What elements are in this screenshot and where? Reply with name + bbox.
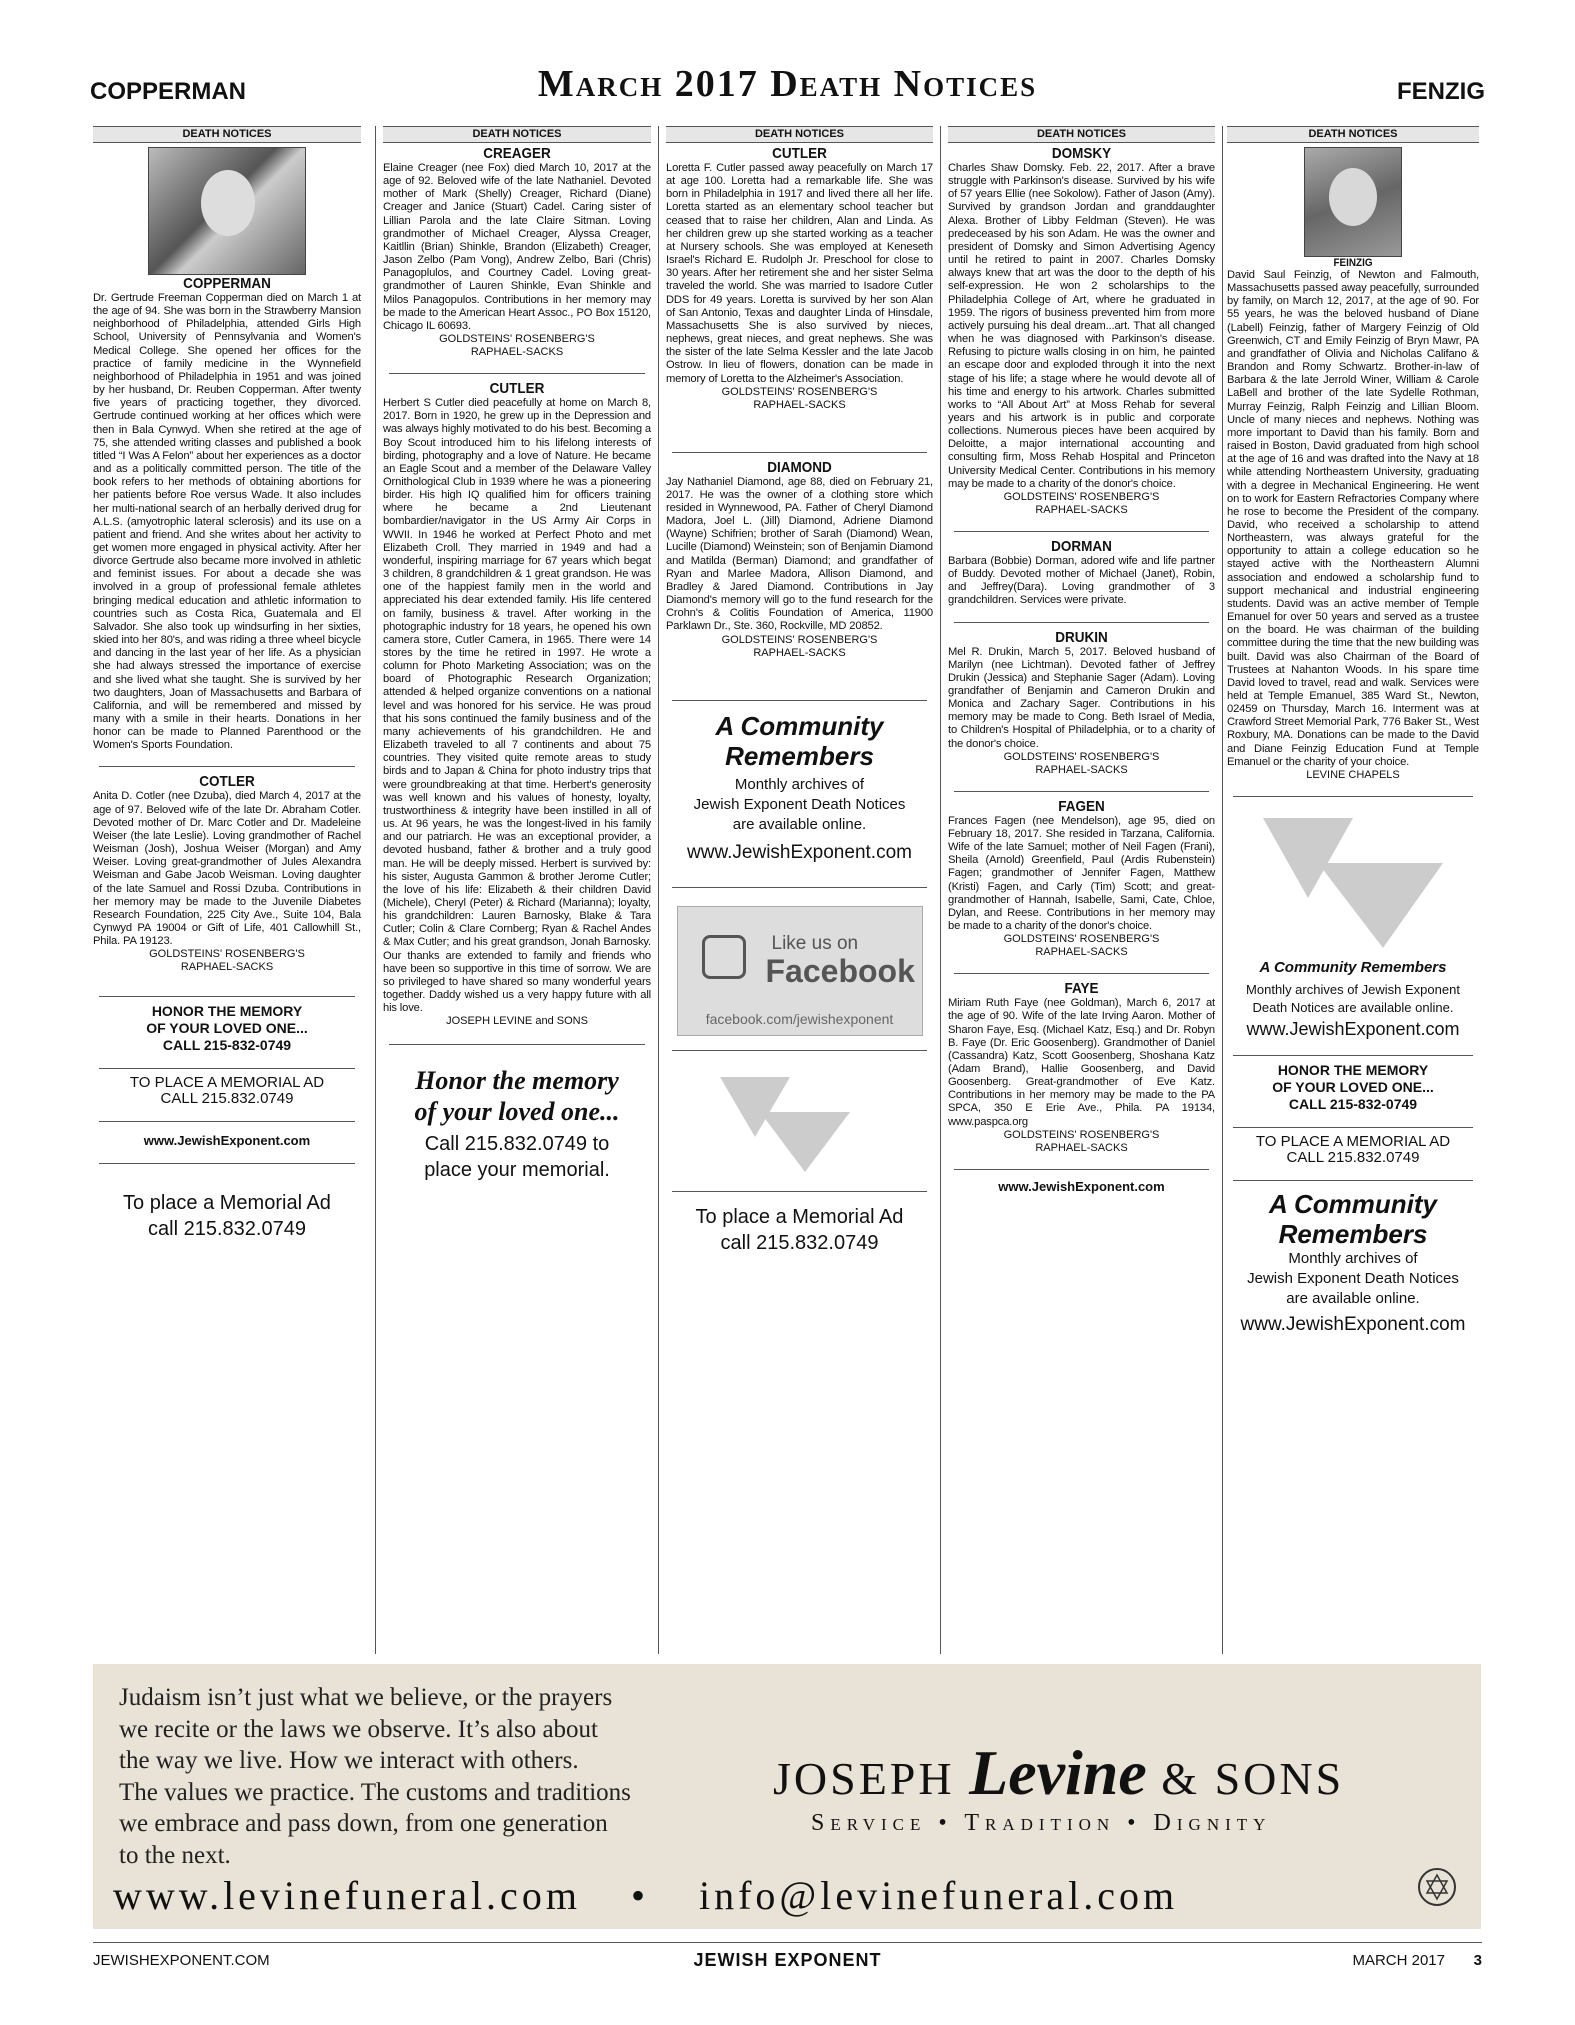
email-link[interactable]: info@levinefuneral.com: [698, 1873, 1179, 1918]
publication-name: JEWISH EXPONENT: [693, 1950, 882, 1970]
honor-ad-line: OF YOUR LOVED ONE...: [146, 1020, 308, 1037]
notice-text: Loretta F. Cutler passed away peacefully on March 17 at age 100. Loretta had a remarkable life. She was born in Philadelphia in 1917 and lived there all her life. Loretta started as an elementary school teacher but ceased that to raise her children, Alan and Linda. As her children grew up she started working as a teacher at Nursery schools. She was employed at Keneseth Israel's Richard E. Rudolph Jr. Preschool for close to 30 years. After her retirement she and her sister Selma traveled the world. She was married to Isadore Cutler DDS for 49 years. Loretta is survived by her son Alan of San Antonio, Texas and daughter Linda of Hinsdale, Massachusetts She is also survived by nieces, nephews, great nieces, and great nephews. She was the sister of the late Selma Kessler and the late Jacob Ostrow. In lieu of flowers, donation can be made in memory of Loretta to the Alzheimer's Association.: [666, 162, 933, 385]
funeral-home: RAPHAEL-SACKS: [1035, 1141, 1128, 1154]
seal-icon: [1417, 1867, 1457, 1907]
column-5: [1223, 126, 1483, 1656]
notice-text: Herbert S Cutler died peacefully at home on March 8, 2017. Born in 1920, he grew up in the Depression and was always highly motivated to do his best. Becoming a Boy Scout introduced him to his lifelong interests of birding, photography and a love of Nature. He became an Eagle Scout and a member of the Delaware Valley Ornithological Club in 1939 where he was a pioneering birder. His high IQ qualified him for officers training where he became a 2nd Lieutenant bombardier/navigator in the US Army Air Corps in WWII. In 1946 he worked at Perfect Photo and met Elizabeth Croll. They married in 1949 and had a wonderful, inspiring marriage for 67 years which begat 3 children, 8 grandchildren & 1 great grandson. He was one of the happiest family men in the world and appreciated his dear extended family. His life centered on family, business & travel. After working in the photographic industry for 18 years, he opened his own camera store, Cutler Camera, in 1965. There were 14 stores by the time he retired in 1997. He wrote a column for Photo Marketing Association; was on the board of Photographic Research Organization; attended & helped organize conventions on a national level and was honored for his service. He was proud that his sons continued the family business and of the many achievements of his grandchildren. He and Elizabeth traveled to all 7 continents and about 75 countries. They visited quite remote areas to study birds and to Japan & China for photo industry trips that were groundbreaking at that time. Herbert's generosity was well known and his values of honesty, loyalty, trustworthiness & integrity have been instilled in all of us. At 96 years, he was the longest-lived in his family and our patriarch. He was an exceptional provider, a devoted husband, father & brother and a truly good man. He will be deeply missed. Herbert is survived by: his sister, Augusta Gammon & brother Jerome Cutler; the love of his life: Elizabeth & their children David (Michele), Cheryl (Peter) & Richard (Marianna); loyalty, his grandchildren: Lauren Barnosky, Blake & Tara Cutler; Colin & Clare Cornberg; Ryan & Rachel Andes & Max Cutler; and his great grandson, Jonah Barnosky. Our thanks are extended to family and friends who have been so supportive in this time of sorrow. We are so privileged to have shared so many wonderful years together. Daddy wished us a very happy future with all his love.: [383, 397, 651, 1015]
archive-line: Monthly archives of: [734, 775, 865, 793]
call-line: Call 215.832.0749 to: [424, 1133, 610, 1156]
funeral-home: GOLDSTEINS' ROSENBERG'S: [439, 333, 595, 346]
funeral-home: RAPHAEL-SACKS: [753, 398, 846, 411]
notice-name: COPPERMAN: [183, 275, 271, 292]
column-3: [659, 126, 940, 1656]
brand-wordmark: JOSEPH Levine & SONS: [773, 1737, 1345, 1808]
notice-text: Barbara (Bobbie) Dorman, adored wife and life partner of Buddy. Devoted mother of Michael (Janet), Robin, and Jeffrey(Dara). Loving grandmother of 3 grandchildren. Services were private.: [948, 554, 1215, 607]
call-line: place your memorial.: [424, 1159, 610, 1182]
honor-ad-line: CALL 215-832-0749: [1288, 1095, 1418, 1112]
notice-text: David Saul Feinzig, of Newton and Falmouth, Massachusetts passed away peacefully, surrounded by family, on March 12, 2017, at the age of 90. For 55 years, he was the beloved husband of Diane (Labell) Feinzig, father of Margery Feinzig of Old Greenwich, CT and Emily Feinzig of Bryn Mawr, PA and grandfather of Olivia and Nicholas Califano & Brandon and Romy Schwartz. Brother-in-law of Barbara & the late Jerrold Winer, William & Carole LaBell and brother of the late Sydelle Rothman, Murray Feinzig, Ralph Feinzig and Lillian Bloom. Uncle of many nieces and nephews. Nothing was more important to David than his family. Born and raised in Boston, David graduated from high school at the age of 16 and was drafted into the Navy at 18 while attending Northeastern University, graduating with a degree in Mechanical Engineering. He went on to work for Eastern Refractories Company where he rose to become the President of the company. David, who received a scholarship to attend Northeastern, was always grateful for the opportunity to attain a college education so he stayed active with the Northeastern Alumni association and endowed a scholarship fund to support mechanical and industrial engineering students. David was an active member of Temple Emanuel for over 50 years and served as a trustee on the board. He was chairman of the building committee during the time that the new building was built. David was also Chairman of the Board of Trustees at Nahanton Woods. In his spare time David loved to travel, read and walk. Services were held at Temple Emanuel, 385 Ward St., Newton, 02459 on Thursday, March 16. Interment was at Crawford Street Memorial Park, 776 Baker St., West Roxbury, MA. Donations can be made to the David and Diane Feinzig Education Fund at Temple Emanuel or the charity of your choice.: [1227, 269, 1479, 768]
contact-line: www.levinefuneral.com • info@levinefuneral.com: [113, 1873, 1179, 1918]
portrait-photo: [148, 147, 306, 275]
notice-name: CREAGER: [483, 145, 551, 162]
guide-word-right: FENZIG: [1397, 78, 1485, 105]
community-heading: A Community Remembers: [1259, 958, 1447, 976]
notice-text: Mel R. Drukin, March 5, 2017. Beloved husband of Marilyn (nee Lichtman). Devoted father of Jeffrey Drukin (Jessica) and Stephanie Sager (Adam). Loving grandfather of Benjamin and Cameron Drukin and Monica and Zachary Sager. Contributions in his memory may be made to Cong. Beth Israel of Media, to Children's Hospital of Philadelphia, or to a charity of the donor's choice.: [948, 645, 1215, 750]
funeral-home: RAPHAEL-SACKS: [1035, 503, 1128, 516]
honor-ad-line: CALL 215-832-0749: [162, 1037, 292, 1054]
archive-line: Jewish Exponent Death Notices: [1247, 1269, 1459, 1287]
funeral-home: GOLDSTEINS' ROSENBERG'S: [149, 948, 305, 961]
notice-name: COTLER: [199, 773, 255, 791]
place-ad-line: CALL 215.832.0749: [160, 1090, 294, 1108]
place-ad-line: To place a Memorial Ad: [695, 1205, 904, 1228]
notice-name: CUTLER: [772, 145, 827, 162]
photo-caption: FEINZIG: [1333, 257, 1373, 269]
funeral-home: RAPHAEL-SACKS: [753, 646, 846, 659]
notice-name: FAYE: [1064, 980, 1099, 998]
funeral-home: LEVINE CHAPELS: [1306, 768, 1400, 781]
page-title: March 2017 Death Notices: [537, 63, 1038, 105]
section-band: DEATH NOTICES: [383, 126, 651, 143]
archive-line: are available online.: [1286, 1289, 1420, 1307]
section-band: DEATH NOTICES: [948, 126, 1215, 143]
community-heading: A Community: [715, 710, 884, 741]
notice-name: DRUKIN: [1055, 628, 1108, 646]
notice-name: DOMSKY: [1051, 145, 1112, 162]
funeral-home: RAPHAEL-SACKS: [1035, 763, 1128, 776]
funeral-home: GOLDSTEINS' ROSENBERG'S: [721, 633, 878, 646]
ad-quote: Judaism isn’t just what we believe, or the prayers we recite or the laws we observe. It’s also about the way we live. How we interact with others. The values we practice. The customs and traditions we embrace and pass down, from one generation to the next.: [119, 1684, 631, 1869]
website-link[interactable]: www.JewishExponent.com: [998, 1178, 1165, 1194]
facebook-ad[interactable]: [677, 906, 923, 1036]
website-link[interactable]: www.JewishExponent.com: [1246, 1018, 1460, 1039]
funeral-home: RAPHAEL-SACKS: [180, 961, 274, 974]
honor-ad-line: HONOR THE MEMORY: [1277, 1061, 1429, 1078]
facebook-like-label: Like us on: [771, 932, 859, 954]
funeral-home: GOLDSTEINS' ROSENBERG'S: [1003, 933, 1160, 946]
place-ad-line: To place a Memorial Ad: [123, 1192, 331, 1215]
facebook-url: facebook.com/jewishexponent: [705, 1010, 894, 1027]
notice-text: Charles Shaw Domsky. Feb. 22, 2017. After a brave struggle with Parkinson's disease. Survived by his wife of 57 years Ellie (nee Sokolow). Father of Jason (Amy). Survived by grandson Jordan and granddaughter Alexa. Brother of Libby Feldman (Steven). He was predeceased by his son Adam. He was the owner and president of Domsky and Simon Advertising Agency until he retired to paint in 2007. Charles Domsky always knew that art was the door to the depth of his self-expression. He won 2 scholarships to the Philadelphia College of Art, where he graduated in 1959. The rigors of business prevented him from more actively pursuing his deal dream...art. That all changed when he was diagnosed with Parkinson's disease. Refusing to picture walls closing in on him, he painted an escape door and exploded through it into the next stage of his life; a stage where he would devote all of his time and energy to his artwork. Charles submitted works to “All About Art” at Moss Rehab for several years and his artwork is in public and corporate collections. Numerous pieces have been acquired by Deloitte, a major international accounting and consulting firm, Moss Rehab Hospital and Princeton University Medical Center. Contributions in his memory may be made to a charity of the donor's choice.: [948, 162, 1215, 490]
archive-line: Jewish Exponent Death Notices: [693, 795, 906, 813]
footer-rule: [93, 1942, 1482, 1943]
website-link[interactable]: www.levinefuneral.com: [113, 1873, 581, 1918]
honor-ad-line: OF YOUR LOVED ONE...: [1272, 1078, 1434, 1095]
column-4: [941, 126, 1222, 1656]
funeral-home: GOLDSTEINS' ROSENBERG'S: [1003, 1128, 1160, 1141]
website-link[interactable]: www.JewishExponent.com: [687, 841, 912, 863]
section-band: DEATH NOTICES: [93, 126, 361, 143]
funeral-home-ad: [93, 1664, 1481, 1929]
place-ad-line: TO PLACE A MEMORIAL AD: [129, 1074, 325, 1092]
page-number: 3: [1473, 1952, 1482, 1969]
honor-heading: Honor the memory: [415, 1066, 619, 1096]
notice-name: DIAMOND: [767, 458, 832, 476]
column-2: [376, 126, 658, 1656]
section-band: DEATH NOTICES: [666, 126, 933, 143]
footer-date: MARCH 2017: [1352, 1952, 1445, 1969]
brand-tagline: Service • Tradition • Dignity: [811, 1810, 1272, 1836]
website-link[interactable]: www.JewishExponent.com: [1240, 1313, 1466, 1335]
notice-name: FAGEN: [1058, 797, 1105, 815]
funeral-home: RAPHAEL-SACKS: [470, 346, 564, 359]
honor-heading: of your loved one...: [414, 1097, 620, 1127]
portrait-photo: [1304, 147, 1402, 257]
notice-text: Dr. Gertrude Freeman Copperman died on March 1 at the age of 94. She was born in the Strawberry Mansion neighborhood of Philadelphia, attended Girls High School, University of Pennsylvania and Women's Medical College. She opened her offices for the practice of family medicine in the Wynnefield neighborhood of Philadelphia in 1951 and was joined by her husband, Dr. Reuben Copperman. After twenty five years of practicing together, they divorced. Gertrude continued working at her offices which were then in Bala Cynwyd. When she retired at the age of 75, she attended writing classes and published a book titled “I Was A Felon” about her experiences as a doctor and as a politically committed person. The title of the book refers to her methods of obtaining abortions for her patients before Roe versus Wade. It also includes her multi-national search of an herbally derived drug for A.L.S. (amyotrophic lateral sclerosis) and its use on a patient and friend. And she writes about her activity to get women more engaged in physical activity. After her divorce Gertrude also became more involved in athletic and feminist issues. For about a decade she was involved in a group of professional female athletes bringing medical education and athletic information to countries such as Costa Rica, Guatemala and El Salvador. She also took up windsurfing in her sixties, skied into her 80's, and was riding a three wheel bicycle and dancing in the last year of her life. As a physician she had always stressed the importance of exercise and she lived what she taught. She is survived by her two daughters, Joan of Massachusetts and Barbara of California, and will be remembered and missed by many with a smile in their hearts. Donations in her honor can be made to Planned Parenthood or the Women's Sports Foundation.: [93, 292, 361, 752]
star-of-david-icon: [1243, 803, 1463, 953]
place-ad-line: call 215.832.0749: [720, 1231, 879, 1254]
notice-text: Elaine Creager (nee Fox) died March 10, 2017 at the age of 92. Beloved wife of the late Nathaniel. Devoted mother of Mark (Shelly) Creager, Richard (Diane) Creager and Janice (Stuart) Cadel. Caring sister of Lillian Parola and the late Claire Sitman. Loving grandmother of Michael Creager, Alyssa Creager, Kaitllin (Brian) Shinkle, Brandon (Elizabeth) Creager, Jason Zelbo (Pam Vong), Andrew Zelbo, Bari (Chris) Panagoplulos, and Courtney Cadel. Loving great-grandmother of Lauren Shinkle, Evan Shinkle and Milos Panagopulos. Contributions in her memory may be made to the American Heart Assoc., PO Box 15120, Chicago IL 60693.: [383, 162, 651, 332]
guide-word-left: COPPERMAN: [90, 78, 247, 105]
archive-line: Death Notices are available online.: [1252, 999, 1454, 1015]
community-heading: Remembers: [1278, 1218, 1428, 1249]
place-ad-line: TO PLACE A MEMORIAL AD: [1255, 1132, 1451, 1150]
notice-text: Frances Fagen (nee Mendelson), age 95, died on February 18, 2017. She resided in Tarzana, California. Wife of the late Samuel; mother of Neil Fagen (Frani), Sheila (Arnold) Greenfield, Paul (Ardis Rubenstein) Fagen; grandmother of Jennifer Fagen, Matthew (Kristi) Fagen, and Carly (Tim) Scott; and great-grandmother of Hannah, Isabelle, Sami, Cate, Chloe, Dylan, and Reese. Contributions in her memory may be made to a charity of the donor's choice.: [948, 814, 1215, 933]
archive-line: Monthly archives of Jewish Exponent: [1246, 981, 1460, 997]
place-ad-line: CALL 215.832.0749: [1286, 1148, 1420, 1166]
notice-text: Jay Nathaniel Diamond, age 88, died on February 21, 2017. He was the owner of a clothing store which resided in Wynnewood, PA. Father of Cheryl Diamond Madora, Joel L. (Jill) Diamond, Adriene Diamond (Wayne) Schifrien; brother of Sarah (Diamond) Wean, Lucille (Diamond) Weinstein; son of Benjamin Diamond and Matilda (Berman) Diamond; and grandfather of Ryan and Marlee Madora, Allison Diamond, and Bradley & Jared Diamond. Contributions in Jay Diamond's memory will go to the fund research for the Crohn's & Colitis Foundation of America, 11900 Parklawn Dr., Ste. 360, Rockville, MD 20852.: [666, 475, 933, 633]
footer-site: JEWISHEXPONENT.COM: [93, 1952, 270, 1969]
funeral-home: RAPHAEL-SACKS: [1035, 946, 1128, 959]
community-heading: A Community: [1268, 1188, 1438, 1219]
thumbs-up-icon: [702, 935, 746, 979]
archive-line: Monthly archives of: [1288, 1249, 1418, 1267]
website-link[interactable]: www.JewishExponent.com: [143, 1133, 311, 1149]
archive-line: are available online.: [732, 815, 867, 833]
place-ad-line: call 215.832.0749: [148, 1218, 306, 1241]
funeral-home: GOLDSTEINS' ROSENBERG'S: [1003, 750, 1160, 763]
funeral-home: GOLDSTEINS' ROSENBERG'S: [721, 385, 878, 398]
funeral-home: JOSEPH LEVINE and SONS: [446, 1015, 588, 1028]
notice-text: Miriam Ruth Faye (nee Goldman), March 6, 2017 at the age of 90. Wife of the late Irving Aaron. Mother of Sharon Faye, Esq. (Michael Katz, Esq.) and Dr. Robyn B. Faye (Dr. Eric Goosenberg). Grandmother of Daniel (Cassandra) Katz, Scott Goosenberg, Shoshana Katz (Adam Brand), Hallie Goosenberg, and David Goosenberg. Great-grandmother of Eve Katz. Contributions in her memory may be made to the PA SPCA, 350 E Erie Ave., Phila. PA 19134, www.paspca.org: [948, 997, 1215, 1128]
funeral-home: GOLDSTEINS' ROSENBERG'S: [1003, 490, 1160, 503]
notice-name: CUTLER: [489, 380, 545, 398]
notice-name: DORMAN: [1051, 537, 1112, 555]
community-heading: Remembers: [725, 740, 874, 771]
notice-text: Anita D. Cotler (nee Dzuba), died March 4, 2017 at the age of 97. Beloved wife of the late Dr. Abraham Cotler. Devoted mother of Dr. Marc Cotler and Dr. Madeleine Weiser (the late Leslie). Loving grandmother of Rachel Weisman (Josh), Joshua Weiser (Morgan) and Amy Weiser. Loving great-grandmother of Jules Alexandra Weisman and Gabe Jacob Weisman. Loving daughter of the late Samuel and Rossi Dzuba. Contributions in her memory may be made to the Juvenile Diabetes Research Foundation, 225 City Ave., Suite 104, Bala Cynwyd PA 19004 or Gift of Life, 401 Callowhill St., Phila. PA 19123.: [93, 790, 361, 948]
star-of-david-icon: [700, 1057, 900, 1177]
column-1: [93, 126, 361, 1656]
honor-ad-line: HONOR THE MEMORY: [151, 1003, 303, 1020]
facebook-wordmark: Facebook: [765, 952, 915, 989]
section-band: DEATH NOTICES: [1227, 126, 1479, 143]
